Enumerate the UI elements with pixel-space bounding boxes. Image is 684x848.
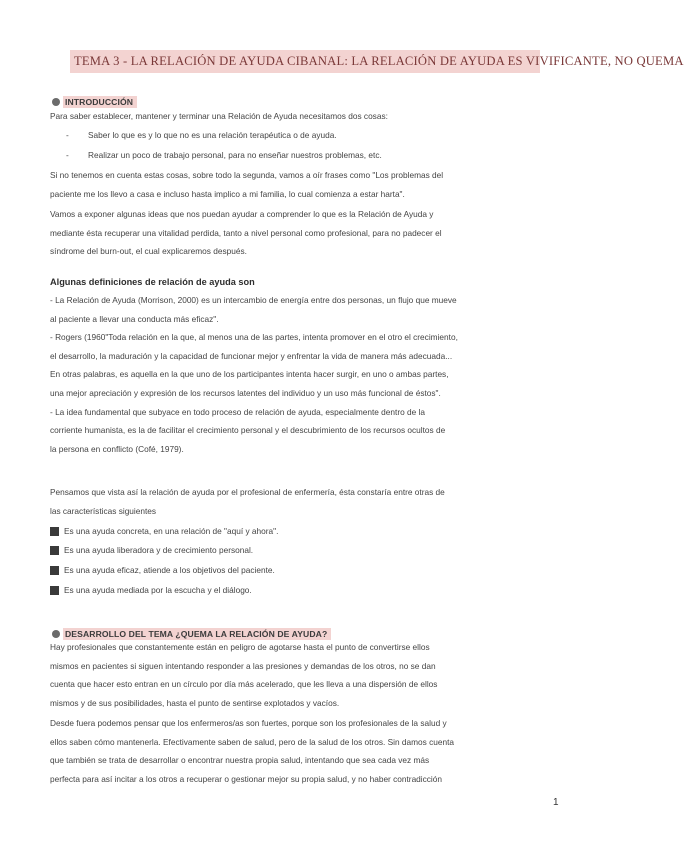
text-line: Desde fuera podemos pensar que los enfermeros/as son fuertes, porque son los profesionales de la salud y bbox=[50, 718, 447, 728]
intro-paragraph bbox=[50, 107, 566, 126]
text-line: corriente humanista, es la de facilitar el crecimiento personal y el descubrimiento de los recursos ocultos de bbox=[50, 425, 446, 436]
text-line: cuenta que hacer esto entran en un círculo por día más acelerado, que les lleva a una dispersión de ellos bbox=[50, 679, 438, 690]
text-line: mismos en pacientes si siguen intentando responder a las presiones y demandas de los otros, no se dan bbox=[50, 660, 436, 671]
text-line: - Rogers (1960"Toda relación en la que, al menos una de las partes, intenta promover en el otro el crecimiento, bbox=[50, 332, 458, 343]
paragraph bbox=[50, 166, 566, 203]
text-line: que también se trata de desarrollar o encontrar nuestra propia salud, intentando que sea cada vez más bbox=[50, 755, 430, 766]
text-line: Hay profesionales que constantemente están en peligro de agotarse hasta el punto de convertirse ellos bbox=[50, 642, 430, 652]
list-item-text: Es una ayuda mediada por la escucha y el diálogo. bbox=[64, 585, 252, 595]
list-item: - Saber lo que es y lo que no es una relación terapéutica o de ayuda. bbox=[66, 130, 337, 140]
list-item-text: Es una ayuda eficaz, atiende a los objetivos del paciente. bbox=[64, 565, 275, 575]
definitions-block bbox=[50, 291, 566, 458]
bullet-dot-icon bbox=[52, 98, 60, 106]
text-line: mediante ésta recuperar una vitalidad perdida, tanto a nivel personal como profesional, para no padecer el bbox=[50, 227, 442, 238]
square-bullet-icon bbox=[50, 586, 59, 595]
paragraph bbox=[50, 638, 566, 712]
text-line: paciente me los llevo a casa e incluso hasta implico a mi familia, lo cual comienza a estar harta". bbox=[50, 188, 405, 199]
subheading-definitions: Algunas definiciones de relación de ayuda son bbox=[50, 277, 255, 287]
text-line: Si no tenemos en cuenta estas cosas, sobre todo la segunda, vamos a oír frases como "Los problemas del bbox=[50, 170, 444, 180]
list-item bbox=[50, 585, 252, 595]
text-line: mismos y de sus posibilidades, hasta el punto de sentirse explotados y vacíos. bbox=[50, 697, 340, 708]
text-line: perfecta para así incitar a los otros a recuperar o gestionar mejor su propia salud, y no haber contradicción bbox=[50, 773, 443, 784]
text-line: al paciente a llevar una conducta más eficaz". bbox=[50, 313, 219, 324]
text-line: Para saber establecer, mantener y terminar una Relación de Ayuda necesitamos dos cosas: bbox=[50, 111, 388, 121]
page-number: 1 bbox=[553, 797, 559, 808]
characteristics-intro bbox=[50, 483, 566, 520]
list-item bbox=[50, 565, 275, 575]
list-item-text: Es una ayuda concreta, en una relación de "aquí y ahora". bbox=[64, 526, 279, 536]
text-line: - La idea fundamental que subyace en todo proceso de relación de ayuda, especialmente dentro de la bbox=[50, 406, 426, 417]
text-line: En otras palabras, es aquella en la que uno de los participantes intenta hacer surgir, en uno o ambas partes, bbox=[50, 369, 449, 380]
paragraph bbox=[50, 714, 566, 788]
list-item: - Realizar un poco de trabajo personal, para no enseñar nuestros problemas, etc. bbox=[66, 150, 382, 160]
square-bullet-icon bbox=[50, 546, 59, 555]
paragraph bbox=[50, 205, 566, 261]
text-line: Pensamos que vista así la relación de ayuda por el profesional de enfermería, ésta constaría entre otras de bbox=[50, 487, 445, 497]
square-bullet-icon bbox=[50, 566, 59, 575]
text-line: el desarrollo, la maduración y la capacidad de funcionar mejor y enfrentar la vida de manera más adecuada... bbox=[50, 350, 453, 361]
list-item-text: Es una ayuda liberadora y de crecimiento personal. bbox=[64, 545, 254, 555]
text-line: una mejor apreciación y expresión de los recursos latentes del individuo y un uso más funcional de éstos". bbox=[50, 387, 441, 398]
heading-label: INTRODUCCIÓN bbox=[63, 96, 137, 108]
text-line: ellos saben cómo mantenerla. Efectivamente saben de salud, pero de la salud de los otros. Sin damos cuenta bbox=[50, 736, 455, 747]
list-item bbox=[50, 526, 278, 536]
text-line: Vamos a exponer algunas ideas que nos puedan ayudar a comprender lo que es la Relación de Ayuda y bbox=[50, 209, 434, 219]
list-item-text: Saber lo que es y lo que no es una relación terapéutica o de ayuda. bbox=[88, 130, 337, 140]
bullet-dot-icon bbox=[52, 630, 60, 638]
square-bullet-icon bbox=[50, 527, 59, 536]
heading-label: DESARROLLO DEL TEMA ¿QUEMA LA RELACIÓN DE AYUDA? bbox=[63, 628, 331, 640]
text-line: - La Relación de Ayuda (Morrison, 2000) es un intercambio de energía entre dos personas, un flujo que mueve bbox=[50, 295, 457, 305]
text-line: las características siguientes bbox=[50, 505, 157, 516]
title-banner bbox=[70, 50, 684, 74]
document-title: TEMA 3 - LA RELACIÓN DE AYUDA CIBANAL: LA RELACIÓN DE AYUDA ES VIVIFICANTE, NO QUEMA bbox=[70, 50, 540, 73]
text-line: síndrome del burn-out, el cual explicaremos después. bbox=[50, 246, 247, 257]
list-item-text: Realizar un poco de trabajo personal, para no enseñar nuestros problemas, etc. bbox=[88, 150, 382, 160]
text-line: la persona en conflicto (Cofé, 1979). bbox=[50, 443, 184, 454]
list-item bbox=[50, 545, 253, 555]
